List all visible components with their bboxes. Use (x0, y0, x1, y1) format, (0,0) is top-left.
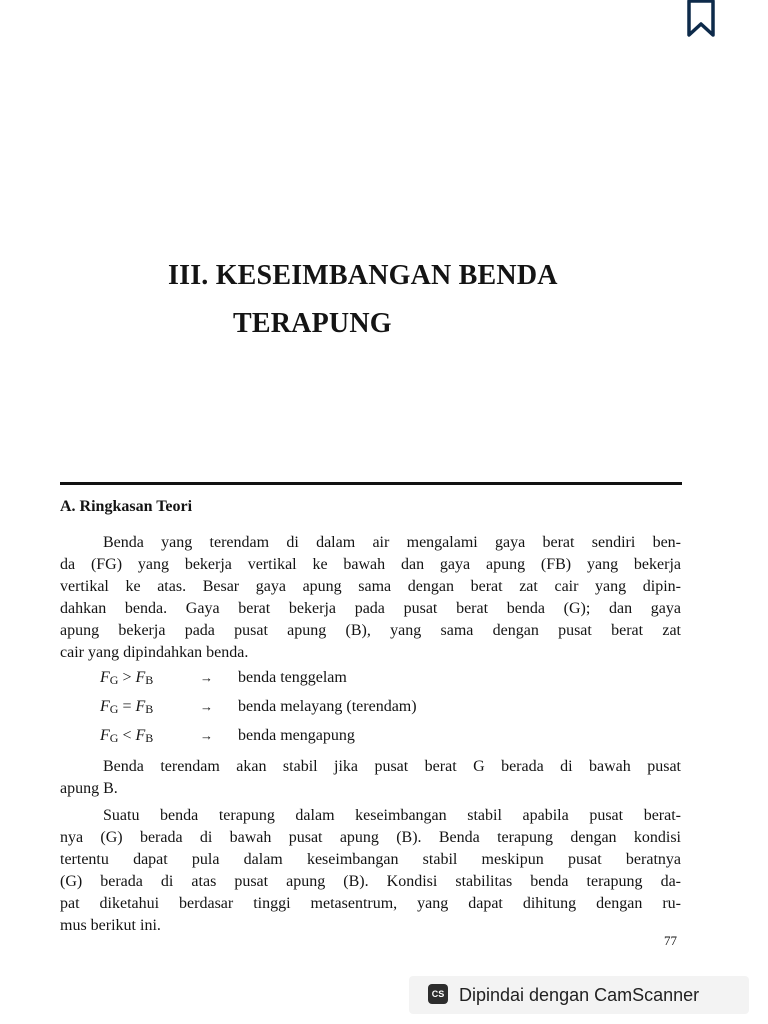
paragraph-line: vertikal ke atas. Besar gaya apung sama dengan berat zat cair yang dipin- (60, 578, 681, 595)
arrow-icon: → (200, 728, 213, 743)
condition-result: benda mengapung (238, 727, 355, 744)
paragraph-line: Suatu benda terapung dalam keseimbangan stabil apabila pusat berat- (103, 807, 681, 824)
camscanner-watermark (409, 976, 749, 1014)
page-number: 77 (664, 933, 677, 948)
arrow-icon: → (200, 670, 213, 685)
paragraph-line: cair yang dipindahkan benda. (60, 644, 249, 661)
paragraph-line: da (FG) yang bekerja vertikal ke bawah dan gaya apung (FB) yang bekerja (60, 556, 681, 573)
paragraph-line: apung B. (60, 780, 118, 797)
camscanner-logo-icon: CS (428, 984, 448, 1004)
bookmark-icon[interactable] (686, 0, 716, 38)
condition-result: benda tenggelam (238, 669, 347, 686)
paragraph-line: tertentu dapat pula dalam keseimbangan stabil meskipun pusat beratnya (60, 851, 681, 868)
arrow-icon: → (200, 699, 213, 714)
paragraph-line: apung bekerja pada pusat apung (B), yang sama dengan pusat berat zat (60, 622, 681, 639)
camscanner-label: Dipindai dengan CamScanner (459, 985, 700, 1005)
paragraph-line: nya (G) berada di bawah pusat apung (B). Benda terapung dengan kondisi (60, 829, 681, 846)
chapter-title-line-1: III. KESEIMBANGAN BENDA (168, 260, 558, 291)
section-heading: A. Ringkasan Teori (60, 498, 193, 515)
condition-expression: $F_G < F_B$ (100, 727, 154, 745)
paragraph-line: mus berikut ini. (60, 917, 161, 934)
paragraph-line: (G) berada di atas pusat apung (B). Kondisi stabilitas benda terapung da- (60, 873, 681, 890)
condition-expression: $F_G > F_B$ (100, 669, 154, 687)
paragraph-line: dahkan benda. Gaya berat bekerja pada pusat berat benda (G); dan gaya (60, 600, 681, 617)
section-divider (60, 482, 682, 485)
chapter-title-line-2: TERAPUNG (233, 308, 392, 339)
paragraph-line: Benda yang terendam di dalam air mengalami gaya berat sendiri ben- (103, 534, 681, 551)
condition-result: benda melayang (terendam) (238, 698, 417, 715)
paragraph-line: pat diketahui berdasar tinggi metasentrum, yang dapat dihitung dengan ru- (60, 895, 681, 912)
paragraph-line: Benda terendam akan stabil jika pusat berat G berada di bawah pusat (103, 758, 681, 775)
condition-expression: $F_G = F_B$ (100, 698, 154, 716)
